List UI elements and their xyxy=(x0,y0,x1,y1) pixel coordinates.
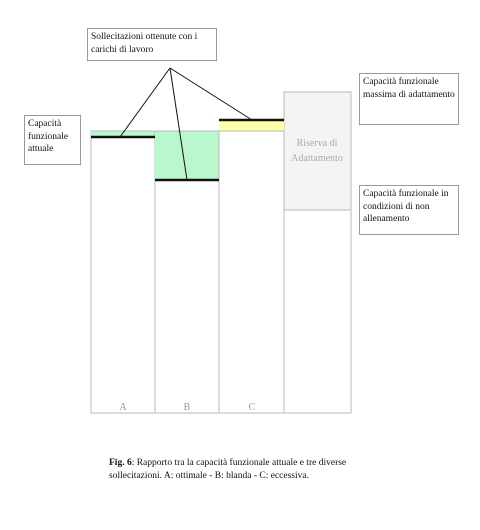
figure-caption-text: : Rapporto tra la capacità funzionale attuale e tre diverse sollecitazioni. A: ottimale - B: blanda - C: eccessiva. xyxy=(109,458,347,481)
current-capacity-label-text: Capacità funzionale attuale xyxy=(28,119,69,154)
max-capacity-label-text: Capacità funzionale massima di adattamento xyxy=(363,77,455,100)
column-label-a: A xyxy=(119,402,127,413)
untrained-capacity-label-box xyxy=(359,185,459,235)
pointer-c xyxy=(170,68,252,120)
figure-number: Fig. 6 xyxy=(109,458,132,468)
reserve-label-line2: Adattamento xyxy=(291,153,343,164)
pointer-a xyxy=(120,68,170,137)
column-b-green-zone xyxy=(155,131,219,180)
max-capacity-label-box xyxy=(359,73,459,125)
column-label-c: C xyxy=(248,402,256,413)
column-c xyxy=(219,131,284,413)
current-capacity-label-box xyxy=(24,115,81,165)
column-label-b: B xyxy=(183,402,191,413)
reserve-column xyxy=(284,210,351,413)
reserve-label-line1: Riserva di xyxy=(296,138,338,149)
untrained-capacity-label-text: Capacità funzionale in condizioni di non allenamento xyxy=(363,189,449,224)
reserve-region xyxy=(284,92,351,210)
column-c-yellow-zone xyxy=(219,120,284,131)
column-a xyxy=(91,131,155,413)
figure-caption xyxy=(109,457,349,483)
stress-label-box xyxy=(87,28,217,61)
stress-label-text: Sollecitazioni ottenute con i carichi di lavoro xyxy=(91,32,198,55)
